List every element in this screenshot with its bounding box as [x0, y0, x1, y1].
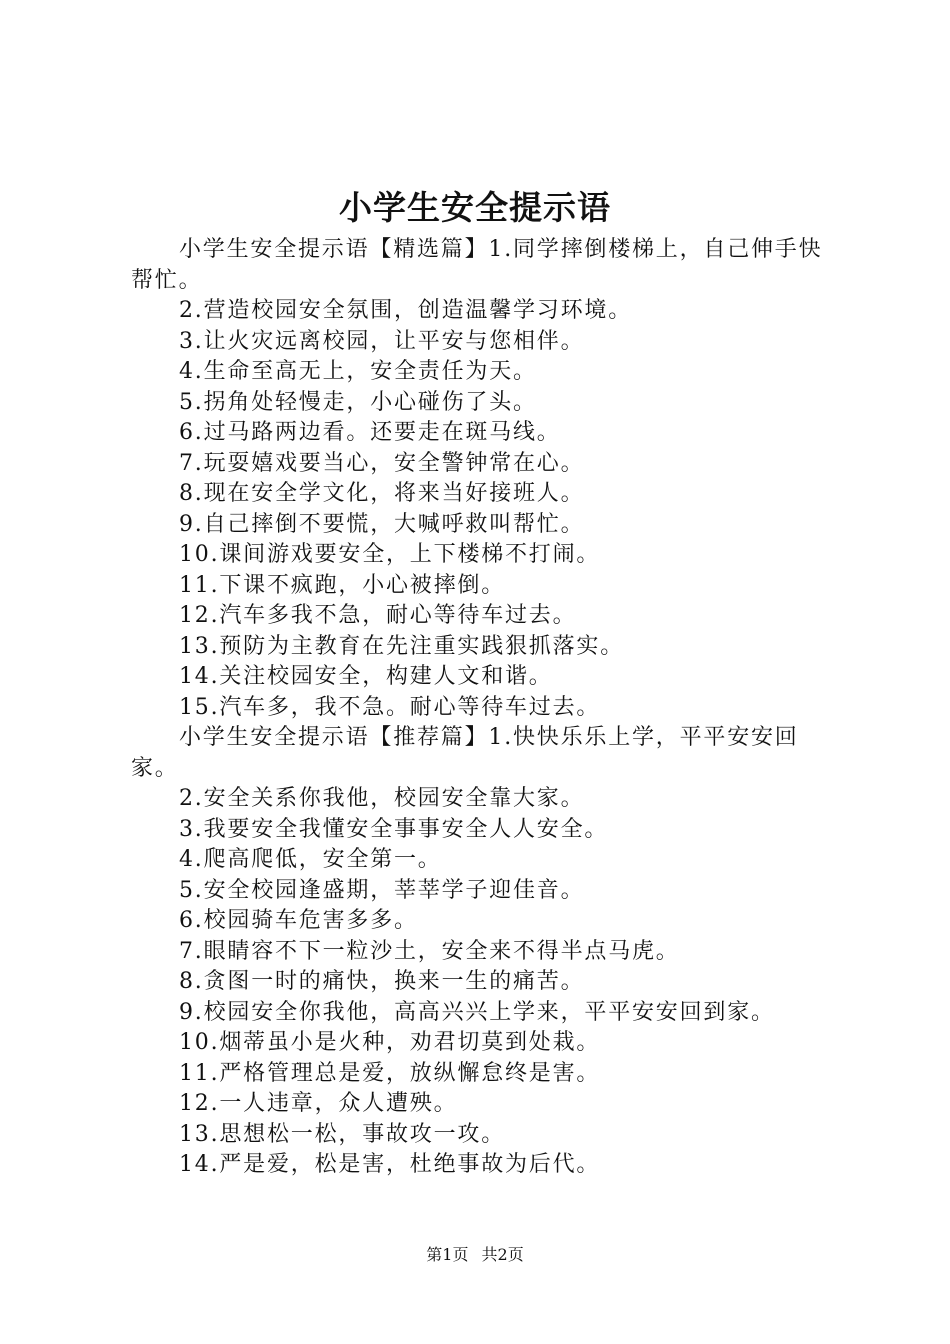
list-item: 6.校园骑车危害多多。 [179, 908, 418, 933]
list-item: 7.眼睛容不下一粒沙土，安全来不得半点马虎。 [179, 938, 680, 964]
list-item: 12.汽车多我不急，耐心等待车过去。 [179, 603, 577, 628]
section-intro: 小学生安全提示语【精选篇】1.同学摔倒楼梯上，自己伸手快帮忙。 [131, 237, 823, 293]
list-item: 10.烟蒂虽小是火种，劝君切莫到处栽。 [179, 1030, 601, 1055]
list-item: 3.我要安全我懂安全事事安全人人安全。 [179, 816, 609, 842]
list-item: 13.思想松一松，事故攻一攻。 [179, 1121, 505, 1147]
list-item: 3.让火灾远离校园，让平安与您相伴。 [179, 328, 585, 354]
page-total: 共2页 [481, 1245, 524, 1264]
page-number: 第1页 [426, 1245, 469, 1264]
list-item: 15.汽车多，我不急。耐心等待车过去。 [179, 694, 601, 720]
list-item: 12.一人违章，众人遭殃。 [179, 1091, 458, 1116]
list-item: 8.现在安全学文化，将来当好接班人。 [179, 481, 585, 506]
list-item: 14.关注校园安全，构建人文和谐。 [179, 664, 553, 689]
list-item: 5.拐角处轻慢走，小心碰伤了头。 [179, 389, 537, 415]
list-item: 11.严格管理总是爱，放纵懈怠终是害。 [179, 1060, 601, 1086]
list-item: 6.过马路两边看。还要走在斑马线。 [179, 420, 561, 445]
section-intro: 小学生安全提示语【推荐篇】1.快快乐乐上学，平平安安回家。 [131, 725, 799, 781]
list-item: 2.安全关系你我他，校园安全靠大家。 [179, 786, 585, 811]
document-title: 小学生安全提示语 [339, 188, 611, 227]
list-item: 4.生命至高无上，安全责任为天。 [179, 359, 537, 384]
list-item: 14.严是爱，松是害，杜绝事故为后代。 [179, 1152, 601, 1177]
list-item: 7.玩耍嬉戏要当心，安全警钟常在心。 [179, 450, 585, 476]
page-footer [0, 1243, 950, 1267]
list-item: 4.爬高爬低，安全第一。 [179, 847, 442, 872]
list-item: 9.自己摔倒不要慌，大喊呼救叫帮忙。 [179, 511, 585, 537]
list-item: 8.贪图一时的痛快，换来一生的痛苦。 [179, 969, 585, 994]
list-item: 9.校园安全你我他，高高兴兴上学来，平平安安回到家。 [179, 999, 775, 1025]
list-item: 5.安全校园逢盛期，莘莘学子迎佳音。 [179, 877, 585, 903]
list-item: 13.预防为主教育在先注重实践狠抓落实。 [179, 633, 624, 659]
document-body [131, 235, 831, 1181]
list-item: 11.下课不疯跑，小心被摔倒。 [179, 572, 505, 598]
list-item: 2.营造校园安全氛围，创造温馨学习环境。 [179, 298, 632, 323]
list-item: 10.课间游戏要安全，上下楼梯不打闹。 [179, 542, 601, 567]
